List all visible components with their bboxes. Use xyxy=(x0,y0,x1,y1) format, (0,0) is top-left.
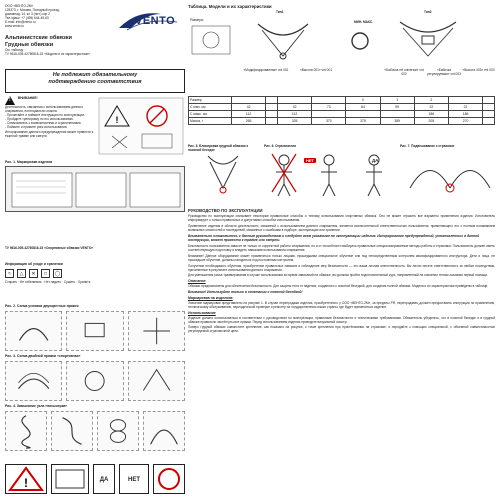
table-cell xyxy=(232,97,266,104)
buckle-icon xyxy=(6,312,61,350)
warning-lead: Деятельность, связанная с использованием данного снаряжения, потенциально опасна. xyxy=(5,105,84,113)
double-buckle-drawing xyxy=(5,361,62,401)
table-cell xyxy=(266,118,278,125)
row-label: С мин. см xyxy=(189,104,232,111)
da-label: ДА xyxy=(372,158,379,163)
figure-eight-knot-icon xyxy=(144,412,184,450)
table-cell: 73 xyxy=(312,104,346,111)
warning-icon: ! xyxy=(5,96,15,105)
table-title: Таблица. Модели и их характеристики xyxy=(188,4,272,9)
right-column xyxy=(188,4,495,496)
table-cell xyxy=(380,111,414,118)
table-cell xyxy=(312,97,346,104)
figures-5-7 xyxy=(188,144,495,204)
table-cell xyxy=(278,97,312,104)
warning-badge xyxy=(5,464,47,494)
care-item: Сушить xyxy=(63,279,76,284)
table-cell: 84 xyxy=(346,104,380,111)
table-cell: 370 xyxy=(312,118,346,125)
tu-code: ТУ 9616-005-42780816-15 «Спортивные обвязки VENTO» xyxy=(5,246,94,250)
header xyxy=(5,4,185,34)
logo-text: VENTO xyxy=(135,15,176,27)
table-cell: 0 xyxy=(346,97,380,104)
care-item: Не отбеливать xyxy=(19,279,42,284)
warning-triangle-icon xyxy=(6,465,46,493)
buckle-drawing xyxy=(66,311,123,351)
manual-paragraph: Внимание! Данное оборудование может применяться только лицами, прошедшими специальное обучение или под непосредственным контролем квалифицированного инструктора. Дети и лица, не прошедшие обучение, должны находиться под постоянным контролем. xyxy=(188,253,495,262)
table-cell: 1 xyxy=(380,97,414,104)
care-icons xyxy=(5,269,185,278)
double-buckle-icon xyxy=(67,362,122,400)
knot-drawing xyxy=(97,411,139,451)
table-row xyxy=(189,118,495,125)
dimension-icon xyxy=(52,465,88,493)
bottom-badges xyxy=(5,462,185,496)
harness-connection-icon xyxy=(188,152,258,200)
model-ref: См. таблицу xyxy=(5,48,24,52)
table-cell: 22 xyxy=(448,104,482,111)
company-line: 125373, г. Москва, Походный проезд, xyxy=(5,8,60,12)
care-item: Не гладить xyxy=(44,279,61,284)
description-heading: Описание xyxy=(188,278,206,283)
company-line: Тел./факс: +7 (495) 644-45-63 xyxy=(5,16,49,20)
manual-paragraph: Применение изделия в области деятельности, связанной с использованием данного снаряжения, является исключительной ответственностью пользователя, применяющего его с полным пониманием возможных опасностей и последствий, связанных с ошибками в подборе, эксплуатации или хранении. xyxy=(188,223,495,232)
model-name: «Модифицированная» vnt 001 xyxy=(243,68,289,72)
table-cell: 270 xyxy=(448,118,482,125)
knot-drawing xyxy=(5,411,47,451)
warning-item: - Прочитайте и поймите инструкцию по эксплуатации. xyxy=(5,113,85,117)
table-cell xyxy=(483,97,495,104)
vento-logo xyxy=(117,8,183,32)
table-row xyxy=(189,104,495,111)
wash-icon: ≈ xyxy=(5,269,14,278)
double-buckle-icon xyxy=(6,362,61,400)
buckle-drawing xyxy=(5,311,62,351)
manual-paragraph: Руководство по эксплуатации описывает некоторые правильные способы и технику использования спортивных обвязок. Оно не может отразить все варианты применения изделия. Изготовитель информирует о только правильных и допустимых способах использования. xyxy=(188,214,495,223)
manual-emphasis: Внимание! Используйте только в сочетании с поясной беседкой! xyxy=(188,289,303,294)
table-cell: 2 xyxy=(414,97,448,104)
restrictions-icon xyxy=(264,148,394,198)
table-cell: 42 xyxy=(278,104,312,111)
ruler-label: Размеры xyxy=(190,18,204,22)
company-line: домовлад. 14, кл 3 (лит.) кор 2 xyxy=(5,12,50,16)
ruler-sub: МИН. МАКС. xyxy=(354,20,374,24)
company-line: www.vento.ru xyxy=(5,24,25,28)
use-heading: Использование xyxy=(188,310,216,315)
double-buckle-icon xyxy=(129,362,184,400)
fig6-label: Рис. 6. Ограничения xyxy=(264,144,296,148)
knot-drawing xyxy=(51,411,93,451)
table-cell: 22 xyxy=(414,104,448,111)
table-cell xyxy=(483,104,495,111)
model-name: «Бабочка ref universal» vnt 002 xyxy=(384,68,424,76)
table-cell: 205 xyxy=(414,118,448,125)
manual-paragraph: Изделие должно использоваться в соответствии с руководством по эксплуатации, правилами безопасности и техническими требованиями. Обязательно убедитесь, что в поясной беседке и в грудной обвязке правильно застёгнуты все пряжки. Перед использованием изделия проведите визуальный осмотр. xyxy=(188,315,495,324)
table-cell: 186 xyxy=(448,111,482,118)
table-cell xyxy=(266,104,278,111)
notice-line: подтверждению соответствия xyxy=(48,79,142,85)
manual-paragraph: Обвязки предназначены для обеспечения безопасности. Для защиты тела от падения, созданного с поясной беседкой, для создания полной обвязки. Модели и их характеристики приведены в таблице. xyxy=(188,283,489,288)
row-label: Масса, г xyxy=(189,118,232,125)
figure-7 xyxy=(400,144,495,204)
table-cell: 186 xyxy=(414,111,448,118)
specs-table xyxy=(188,96,495,125)
manual-paragraph: Значение маркировки представлено на рисунке 1. В случае перепродажи изделия, приобретенного у ООО «ВЕНТО-2М», за пределы РФ, перепродавец должен предоставить инструкции по применению, техническому обслуживанию, периодической проверке и ремонту на государственном языке страны, где будет применяться изделие. xyxy=(188,300,495,309)
marking-heading: Маркировка на изделиях xyxy=(188,295,233,300)
warning-title: ВНИМАНИЕ! xyxy=(17,96,38,100)
product-titles xyxy=(5,35,185,56)
fig4-label: Рис. 4. Замыкание узла «восьмерка» xyxy=(5,404,68,408)
no-iron-icon: ✕ xyxy=(29,269,38,278)
row-label: С макс. см xyxy=(189,111,232,118)
manual-paragraph: Получение необходимого обучения, приобретение правильных навыков и соблюдение мер безопасности — это ваша личная ответственность. Вы лично несете ответственность за любые последствия, причиненные в результате использования данного снаряжения. xyxy=(188,263,495,272)
type2-label: Тип2 xyxy=(424,10,432,14)
care-label: Информация об уходе и хранении xyxy=(5,262,63,266)
warning-block xyxy=(5,96,95,138)
manual-heading: РУКОВОДСТВО ПО ЭКСПЛУАТАЦИИ xyxy=(188,208,263,213)
marking-illustration xyxy=(5,166,185,212)
figure-eight-knot-icon xyxy=(52,412,92,450)
danger-signs xyxy=(97,96,185,156)
warning-footer: Игнорирование данного предупреждения может привести к тяжелой травме или смерти. xyxy=(5,130,94,138)
nyet-label: НЕТ xyxy=(306,158,314,163)
model-name: «Высота 003» vnt 003 xyxy=(462,68,495,72)
table-cell: 265 xyxy=(232,118,266,125)
warning-item: - Поймите и примите риск использования. xyxy=(5,125,68,129)
row-label: Размер xyxy=(189,97,232,104)
company-info xyxy=(5,4,100,28)
nyet-badge: НЕТ xyxy=(119,464,149,494)
fig3-label: Рис. 3. Схема двойной пряжки «спортивная» xyxy=(5,354,81,358)
title-harness: Альпинистские обвязки xyxy=(5,35,72,41)
stop-sign-icon xyxy=(154,465,184,493)
storage-icon: ◯ xyxy=(54,270,61,277)
table-cell xyxy=(448,97,482,104)
notice-line: Не подлежит обязательному xyxy=(52,72,138,78)
buckle-icon xyxy=(129,312,184,350)
care-item: Хранить xyxy=(78,279,91,284)
tu-ref: ТУ 9616-005-42780816-15 «Модели и их характеристики» xyxy=(5,52,91,56)
buckle-drawing xyxy=(128,311,185,351)
table-cell xyxy=(483,118,495,125)
figure-4 xyxy=(5,404,185,451)
care-info: Информация об уходе и хранении ≈ △ ✕ □ ◯ Стирать · Не отбеливать · Не гладить · Сушить · Хранить xyxy=(5,262,185,302)
harness-label-icon xyxy=(6,167,186,213)
company-line: E-mail: info@vento.ru xyxy=(5,20,36,24)
table-cell xyxy=(312,111,346,118)
table-cell: 42 xyxy=(232,104,266,111)
warning-item: - Ознакомьтесь с возможностями и ограничениями. xyxy=(5,121,82,125)
left-column xyxy=(5,4,185,496)
svg-text:!: ! xyxy=(24,476,28,490)
table-cell: 375 xyxy=(346,118,380,125)
warning-item: - Пройдите тренировку по его использованию. xyxy=(5,117,74,121)
fig1-label: Рис. 1. Маркировка изделия xyxy=(5,160,53,164)
care-item: Стирать xyxy=(5,279,18,284)
figure-1-marking xyxy=(5,160,185,212)
table-cell xyxy=(346,111,380,118)
knot-drawing xyxy=(143,411,185,451)
manual-paragraph: Для уменьшения риска травмирования в случае использования во время зависаний на обвязке, вы должны пройти подготовительный курс, направленный на освоение техник оказания первой помощи. xyxy=(188,273,488,278)
svg-text:!: ! xyxy=(115,115,119,125)
danger-pictograms-icon xyxy=(97,96,185,156)
harness-models-icon xyxy=(188,16,495,66)
table-cell xyxy=(266,111,278,118)
figure-6 xyxy=(264,144,394,204)
fig7-label: Рис. 7. Подвешивание к страховке xyxy=(400,144,455,148)
table-cell: 99 xyxy=(380,104,414,111)
belay-attachment-icon xyxy=(400,148,495,196)
fig2-label: Рис. 2. Схема условия двухцветных пряжек xyxy=(5,304,79,308)
table-cell xyxy=(483,111,495,118)
double-buckle-drawing xyxy=(66,361,123,401)
da-badge: ДА xyxy=(93,464,115,494)
figure-5 xyxy=(188,144,258,204)
fig5-label: Рис. 5. Блокировка грудной обвязки к поясной беседке xyxy=(188,144,249,152)
company-line: ООО «ВЕНТО-2М» xyxy=(5,4,34,8)
figure-eight-knot-icon xyxy=(98,412,138,450)
ce-badge xyxy=(153,464,185,494)
manual-emphasis: Внимательно ознакомьтесь с данным руководством и следуйте всем указаниям по эксплуатации изделия. Игнорирование предупреждений, установленных в данной инструкции, может привести к травме или смерти. xyxy=(188,233,480,242)
table-row xyxy=(189,97,495,104)
dims-badge xyxy=(51,464,89,494)
table-row xyxy=(189,111,495,118)
dry-icon: □ xyxy=(41,269,50,278)
double-buckle-drawing xyxy=(128,361,185,401)
title-chest: Грудные обвязки xyxy=(5,41,54,48)
no-bleach-icon: △ xyxy=(17,269,26,278)
model-name: «Высота 001» vnt 001 xyxy=(299,68,333,72)
table-cell: 389 xyxy=(380,118,414,125)
manual-paragraph: Безопасность пользователя зависит не только от корректной работы снаряжения, но и от способности выбирать правильные специализированные методы работы и страховки. Пользователь должен иметь соответствующую подготовку и владеть навыками использования снаряжения. xyxy=(188,243,495,253)
certification-notice xyxy=(5,69,185,93)
figure-eight-knot-icon xyxy=(6,412,46,450)
table-cell: 325 xyxy=(278,118,312,125)
model-name: «Бабочка регулируемая» vnt 003 xyxy=(427,68,461,76)
buckle-icon xyxy=(67,312,122,350)
model-illustrations xyxy=(188,10,495,94)
type1-label: Тип1 xyxy=(276,10,284,14)
figure-3 xyxy=(5,354,185,401)
manual-text xyxy=(188,208,495,335)
manual-paragraph: Поверх грудной обвязки совместите крепление, как показано на рисунке, к точке крепления при пристёгивании на страховке, и передайте с помощью специальной, с объемной совместимостью регулируемой страховочной цепи. xyxy=(188,325,495,334)
table-cell: 112 xyxy=(232,111,266,118)
table-cell xyxy=(266,97,278,104)
figure-2 xyxy=(5,304,185,351)
table-cell: 112 xyxy=(278,111,312,118)
